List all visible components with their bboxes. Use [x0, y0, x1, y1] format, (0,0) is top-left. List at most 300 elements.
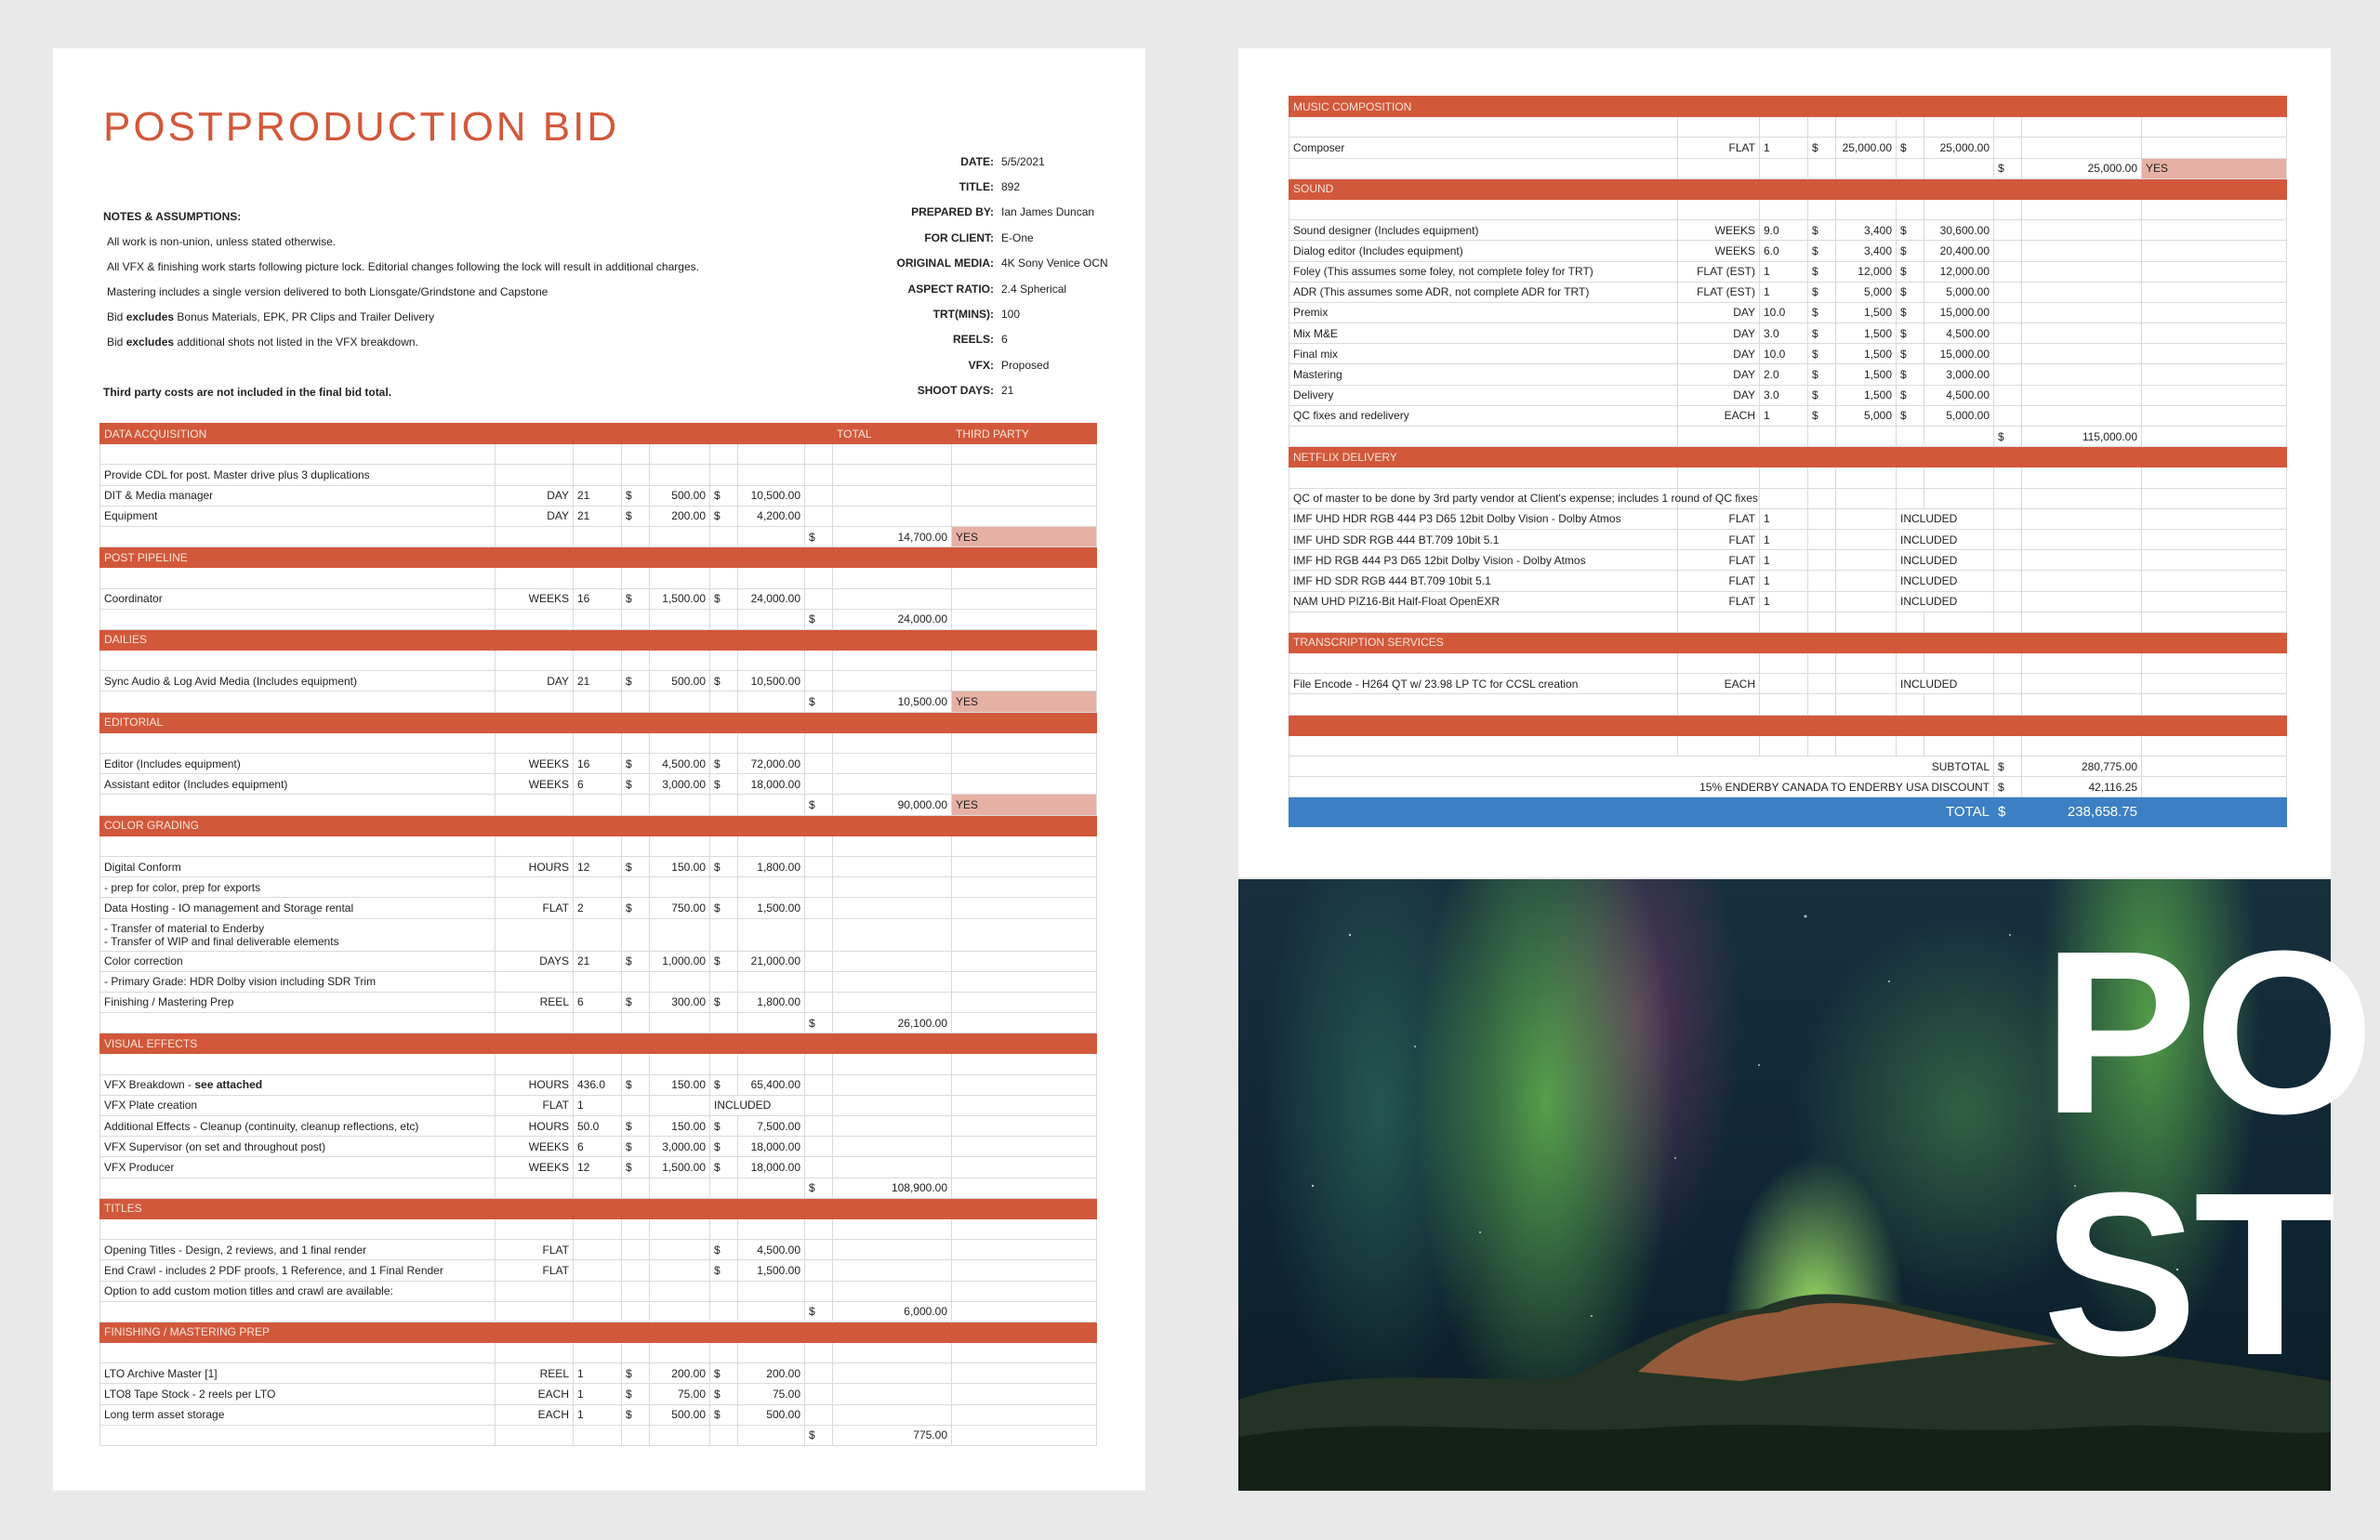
line-item-row — [1289, 138, 2287, 158]
currency-symbol: $ — [710, 485, 738, 506]
meta-label: DATE: — [960, 154, 994, 168]
line-item-row — [1289, 571, 2287, 591]
section-header — [1289, 632, 2287, 652]
bid-page-right — [1238, 48, 2331, 877]
currency-symbol: $ — [622, 1116, 650, 1137]
currency-symbol: $ — [1897, 220, 1924, 241]
line-item-row — [1289, 261, 2287, 282]
item-amount: 65,400.00 — [738, 1074, 805, 1095]
photo-word-po: PO — [2043, 902, 2372, 1162]
line-item-row — [1289, 529, 2287, 549]
item-description: Sync Audio & Log Avid Media (Includes equipment) — [100, 671, 496, 691]
meta-value: 5/5/2021 — [1001, 154, 1045, 168]
meta-value: 100 — [1001, 308, 1021, 322]
blank-row — [100, 1343, 1097, 1363]
item-rate: 4,500.00 — [650, 754, 710, 774]
line-item-row — [1289, 364, 2287, 385]
item-description: IMF HD SDR RGB 444 BT.709 10bit 5.1 — [1289, 571, 1678, 591]
item-qty: 21 — [574, 671, 622, 691]
note-line — [103, 305, 754, 330]
blank-row — [100, 836, 1097, 856]
currency-symbol: $ — [710, 856, 738, 876]
blank-row — [1289, 694, 2287, 715]
item-description: Coordinator — [100, 588, 496, 609]
summary-label: 15% ENDERBY CANADA TO ENDERBY USA DISCOUNT — [1289, 777, 1994, 797]
meta-row — [769, 251, 1122, 276]
item-qty: 9.0 — [1760, 220, 1808, 241]
line-item-row — [100, 1116, 1097, 1137]
section-subtotal-row — [100, 691, 1097, 712]
meta-value: 21 — [1001, 384, 1014, 398]
item-description: QC of master to be done by 3rd party vendor at Client's expense; includes 1 round of QC fixes — [1289, 488, 1678, 508]
section-title: DATA ACQUISITION — [100, 424, 496, 444]
summary-row — [1289, 777, 2287, 797]
currency-symbol: $ — [1897, 344, 1924, 364]
currency-symbol: $ — [622, 898, 650, 918]
item-description: - Transfer of material to Enderby - Transfer of WIP and final deliverable elements — [100, 918, 496, 951]
currency-symbol: $ — [622, 1384, 650, 1404]
blank-row — [1289, 199, 2287, 219]
item-unit: FLAT — [496, 1260, 574, 1281]
item-description: VFX Producer — [100, 1157, 496, 1178]
item-amount: 1,800.00 — [738, 856, 805, 876]
item-unit: WEEKS — [496, 774, 574, 795]
item-description: Composer — [1289, 138, 1678, 158]
item-description: DIT & Media manager — [100, 485, 496, 506]
currency-symbol: $ — [1897, 323, 1924, 344]
currency-symbol: $ — [622, 856, 650, 876]
item-qty: 6.0 — [1760, 241, 1808, 261]
section-title: VISUAL EFFECTS — [100, 1033, 496, 1054]
item-unit: REEL — [496, 992, 574, 1012]
item-amount: 1,800.00 — [738, 992, 805, 1012]
currency-symbol: $ — [622, 588, 650, 609]
section-title: EDITORIAL — [100, 712, 496, 732]
currency-symbol: $ — [1897, 385, 1924, 405]
item-rate: 5,000 — [1836, 282, 1897, 302]
item-rate: 200.00 — [650, 1363, 710, 1384]
notes-third-party: Third party costs are not included in the final bid total. — [103, 386, 392, 399]
item-unit: FLAT — [1678, 138, 1760, 158]
item-qty: 1 — [1760, 550, 1808, 571]
meta-label: SHOOT DAYS: — [917, 384, 994, 398]
bid-meta — [769, 149, 1122, 403]
item-qty: 436.0 — [574, 1074, 622, 1095]
item-amount: 15,000.00 — [1924, 302, 1994, 322]
line-item-row — [1289, 550, 2287, 571]
item-included: INCLUDED — [1897, 674, 1994, 694]
section-header — [1289, 715, 2287, 735]
item-qty: 2 — [574, 898, 622, 918]
currency-symbol: $ — [1897, 364, 1924, 385]
blank-row — [1289, 612, 2287, 632]
item-amount: 18,000.00 — [738, 1137, 805, 1157]
item-qty: 1 — [1760, 261, 1808, 282]
meta-row — [769, 327, 1122, 352]
item-unit: WEEKS — [496, 754, 574, 774]
third-party-header: THIRD PARTY — [952, 424, 1097, 444]
line-item-row — [100, 898, 1097, 918]
section-subtotal-row — [100, 795, 1097, 815]
item-unit: DAY — [1678, 364, 1760, 385]
item-rate: 150.00 — [650, 1116, 710, 1137]
item-amount: 24,000.00 — [738, 588, 805, 609]
section-total: 24,000.00 — [833, 609, 952, 629]
line-item-row — [100, 1260, 1097, 1281]
currency-symbol: $ — [1808, 138, 1836, 158]
section-header — [100, 712, 1097, 732]
item-unit: FLAT — [1678, 529, 1760, 549]
summary-row — [1289, 757, 2287, 777]
currency-symbol: $ — [805, 1178, 833, 1198]
item-qty: 10.0 — [1760, 302, 1808, 322]
currency-symbol: $ — [622, 1137, 650, 1157]
line-item-row — [100, 971, 1097, 992]
item-rate: 12,000 — [1836, 261, 1897, 282]
currency-symbol: $ — [1994, 427, 2022, 447]
item-description: Mastering — [1289, 364, 1678, 385]
item-qty: 6 — [574, 992, 622, 1012]
currency-symbol: $ — [805, 795, 833, 815]
meta-value: Ian James Duncan — [1001, 205, 1095, 219]
item-amount: 4,500.00 — [1924, 385, 1994, 405]
item-amount: 7,500.00 — [738, 1116, 805, 1137]
item-description: - prep for color, prep for exports — [100, 877, 496, 898]
item-amount: 5,000.00 — [1924, 405, 1994, 426]
currency-symbol: $ — [710, 951, 738, 971]
notes-assumptions — [103, 204, 754, 405]
currency-symbol: $ — [710, 671, 738, 691]
item-included: INCLUDED — [710, 1095, 805, 1115]
bid-sheet-right — [1289, 96, 2287, 827]
item-amount: 10,500.00 — [738, 485, 805, 506]
item-description: QC fixes and redelivery — [1289, 405, 1678, 426]
line-item-row — [100, 1074, 1097, 1095]
item-rate: 3,000.00 — [650, 774, 710, 795]
item-description: Equipment — [100, 506, 496, 526]
item-amount: 5,000.00 — [1924, 282, 1994, 302]
item-qty: 1 — [574, 1384, 622, 1404]
currency-symbol: $ — [1808, 302, 1836, 322]
summary-value: 42,116.25 — [2022, 777, 2142, 797]
section-title: SOUND — [1289, 178, 1678, 199]
item-unit: REEL — [496, 1363, 574, 1384]
line-item-row — [100, 1240, 1097, 1260]
item-rate: 25,000.00 — [1836, 138, 1897, 158]
section-total: 10,500.00 — [833, 691, 952, 712]
meta-label: TRT(MINS): — [932, 308, 994, 322]
meta-value: Proposed — [1001, 358, 1050, 372]
summary-value: 280,775.00 — [2022, 757, 2142, 777]
currency-symbol: $ — [1897, 261, 1924, 282]
line-item-row — [100, 1157, 1097, 1178]
item-unit: FLAT — [1678, 508, 1760, 529]
item-amount: 4,500.00 — [738, 1240, 805, 1260]
currency-symbol: $ — [1808, 405, 1836, 426]
item-rate: 1,500.00 — [650, 1157, 710, 1178]
section-header — [1289, 97, 2287, 117]
currency-symbol: $ — [710, 754, 738, 774]
meta-label: REELS: — [952, 333, 994, 347]
total-header: TOTAL — [833, 424, 952, 444]
photo-word-st: ST — [2043, 1144, 2333, 1403]
item-description: Digital Conform — [100, 856, 496, 876]
note-line: Mastering includes a single version delivered to both Lionsgate/Grindstone and Capstone — [107, 285, 549, 298]
currency-symbol: $ — [1994, 797, 2022, 827]
item-amount: 3,000.00 — [1924, 364, 1994, 385]
section-header — [100, 547, 1097, 568]
currency-symbol: $ — [622, 1157, 650, 1178]
meta-value: 892 — [1001, 180, 1021, 194]
line-item-row — [100, 588, 1097, 609]
item-rate: 500.00 — [650, 485, 710, 506]
blank-row — [100, 444, 1097, 465]
currency-symbol: $ — [805, 691, 833, 712]
line-item-row — [1289, 591, 2287, 612]
section-title: FINISHING / MASTERING PREP — [100, 1322, 496, 1342]
item-description: Data Hosting - IO management and Storage rental — [100, 898, 496, 918]
note-line: All work is non-union, unless stated otherwise. — [107, 235, 337, 248]
currency-symbol: $ — [1897, 302, 1924, 322]
item-rate: 1,500 — [1836, 385, 1897, 405]
currency-symbol: $ — [710, 1157, 738, 1178]
item-description: VFX Supervisor (on set and throughout post) — [100, 1137, 496, 1157]
item-description: - Primary Grade: HDR Dolby vision including SDR Trim — [100, 971, 496, 992]
bid-page-left — [53, 48, 1145, 1491]
currency-symbol: $ — [1808, 282, 1836, 302]
item-description: Final mix — [1289, 344, 1678, 364]
item-unit: FLAT — [496, 1095, 574, 1115]
meta-label: VFX: — [968, 358, 994, 372]
currency-symbol: $ — [622, 1074, 650, 1095]
meta-row — [769, 174, 1122, 199]
currency-symbol: $ — [1994, 777, 2022, 797]
item-qty: 12 — [574, 856, 622, 876]
item-qty: 1 — [574, 1095, 622, 1115]
currency-symbol: $ — [805, 1013, 833, 1033]
item-unit: WEEKS — [496, 1157, 574, 1178]
aurora-photo — [1238, 879, 2372, 1491]
item-rate: 200.00 — [650, 506, 710, 526]
line-item-row — [100, 856, 1097, 876]
item-description: Additional Effects - Cleanup (continuity, cleanup reflections, etc) — [100, 1116, 496, 1137]
section-title: POST PIPELINE — [100, 547, 496, 568]
item-unit: DAY — [1678, 385, 1760, 405]
item-included: INCLUDED — [1897, 591, 1994, 612]
note-pre: Bid — [107, 310, 126, 323]
item-unit: DAY — [496, 485, 574, 506]
grand-total-row — [1289, 797, 2287, 827]
item-description: End Crawl - includes 2 PDF proofs, 1 Reference, and 1 Final Render — [100, 1260, 496, 1281]
section-subtotal-row — [100, 1178, 1097, 1198]
line-item-row — [100, 877, 1097, 898]
section-subtotal-row — [1289, 158, 2287, 178]
item-amount: 1,500.00 — [738, 1260, 805, 1281]
item-description: Option to add custom motion titles and crawl are available: — [100, 1281, 496, 1301]
item-description: LTO8 Tape Stock - 2 reels per LTO — [100, 1384, 496, 1404]
item-rate: 150.00 — [650, 1074, 710, 1095]
item-amount: 21,000.00 — [738, 951, 805, 971]
currency-symbol: $ — [622, 951, 650, 971]
item-rate: 3,400 — [1836, 241, 1897, 261]
currency-symbol: $ — [710, 1384, 738, 1404]
item-description: Long term asset storage — [100, 1404, 496, 1425]
blank-row — [1289, 467, 2287, 488]
grand-total-label: TOTAL — [1289, 797, 1994, 827]
item-description: Mix M&E — [1289, 323, 1678, 344]
item-unit: FLAT — [1678, 571, 1760, 591]
line-item-row — [100, 1384, 1097, 1404]
line-item-row — [100, 465, 1097, 485]
item-amount: 15,000.00 — [1924, 344, 1994, 364]
item-description-bold: see attached — [194, 1078, 263, 1092]
meta-row — [769, 225, 1122, 250]
currency-symbol: $ — [622, 754, 650, 774]
meta-label: ORIGINAL MEDIA: — [896, 257, 994, 270]
section-title: MUSIC COMPOSITION — [1289, 97, 1678, 117]
item-unit: WEEKS — [496, 1137, 574, 1157]
line-item-row — [100, 671, 1097, 691]
line-item-row — [100, 485, 1097, 506]
blank-row — [100, 1218, 1097, 1239]
section-header — [100, 1033, 1097, 1054]
item-unit: HOURS — [496, 1074, 574, 1095]
grand-total-value: 238,658.75 — [2022, 797, 2142, 827]
item-unit: FLAT — [496, 1240, 574, 1260]
notes-title: NOTES & ASSUMPTIONS: — [103, 210, 242, 223]
currency-symbol: $ — [710, 1074, 738, 1095]
currency-symbol: $ — [1808, 261, 1836, 282]
item-rate: 1,500 — [1836, 364, 1897, 385]
meta-row — [769, 149, 1122, 174]
section-subtotal-row — [100, 526, 1097, 546]
blank-row — [100, 651, 1097, 671]
section-title: TRANSCRIPTION SERVICES — [1289, 632, 1678, 652]
line-item-row — [100, 1137, 1097, 1157]
meta-label: ASPECT RATIO: — [907, 282, 994, 296]
note-line — [103, 330, 754, 355]
item-unit: DAY — [1678, 302, 1760, 322]
currency-symbol: $ — [1808, 385, 1836, 405]
section-title: NETFLIX DELIVERY — [1289, 447, 1678, 467]
section-subtotal-row — [100, 1013, 1097, 1033]
currency-symbol: $ — [1808, 241, 1836, 261]
blank-row — [100, 568, 1097, 588]
item-qty: 21 — [574, 951, 622, 971]
item-rate: 1,500.00 — [650, 588, 710, 609]
currency-symbol: $ — [622, 1363, 650, 1384]
section-header — [100, 424, 1097, 444]
item-rate: 1,500 — [1836, 302, 1897, 322]
item-rate: 1,500 — [1836, 344, 1897, 364]
currency-symbol: $ — [710, 1116, 738, 1137]
item-included: INCLUDED — [1897, 508, 1994, 529]
meta-value: E-One — [1001, 230, 1034, 244]
meta-label: TITLE: — [959, 180, 994, 194]
meta-row — [769, 276, 1122, 301]
item-description: Editor (Includes equipment) — [100, 754, 496, 774]
section-total: 108,900.00 — [833, 1178, 952, 1198]
item-amount: 4,200.00 — [738, 506, 805, 526]
item-qty: 16 — [574, 588, 622, 609]
item-unit: EACH — [1678, 405, 1760, 426]
meta-row — [769, 200, 1122, 225]
section-total: 6,000.00 — [833, 1301, 952, 1322]
item-qty: 21 — [574, 506, 622, 526]
item-rate: 150.00 — [650, 856, 710, 876]
blank-row — [100, 732, 1097, 753]
item-qty: 2.0 — [1760, 364, 1808, 385]
item-unit: EACH — [1678, 674, 1760, 694]
currency-symbol: $ — [622, 506, 650, 526]
blank-row — [1289, 735, 2287, 756]
item-description: Opening Titles - Design, 2 reviews, and 1 final render — [100, 1240, 496, 1260]
item-qty: 16 — [574, 754, 622, 774]
item-unit: HOURS — [496, 1116, 574, 1137]
currency-symbol: $ — [1808, 323, 1836, 344]
item-description: IMF HD RGB 444 P3 D65 12bit Dolby Vision - Dolby Atmos — [1289, 550, 1678, 571]
note-pre: Bid — [107, 336, 126, 349]
item-unit: WEEKS — [1678, 241, 1760, 261]
line-item-row — [100, 1404, 1097, 1425]
item-description: IMF UHD HDR RGB 444 P3 D65 12bit Dolby Vision - Dolby Atmos — [1289, 508, 1678, 529]
item-rate: 5,000 — [1836, 405, 1897, 426]
item-rate: 750.00 — [650, 898, 710, 918]
item-amount: 25,000.00 — [1924, 138, 1994, 158]
currency-symbol: $ — [1897, 138, 1924, 158]
currency-symbol: $ — [710, 992, 738, 1012]
item-included: INCLUDED — [1897, 529, 1994, 549]
currency-symbol: $ — [710, 1240, 738, 1260]
section-header — [100, 629, 1097, 650]
line-item-row — [100, 506, 1097, 526]
currency-symbol: $ — [622, 671, 650, 691]
item-qty: 6 — [574, 1137, 622, 1157]
bid-sheet-left — [99, 423, 1097, 1446]
item-unit: FLAT (EST) — [1678, 261, 1760, 282]
currency-symbol: $ — [710, 1137, 738, 1157]
item-description: Delivery — [1289, 385, 1678, 405]
item-qty: 3.0 — [1760, 323, 1808, 344]
item-amount: 4,500.00 — [1924, 323, 1994, 344]
item-rate: 75.00 — [650, 1384, 710, 1404]
meta-value: 4K Sony Venice OCN — [1001, 257, 1108, 270]
item-amount: 72,000.00 — [738, 754, 805, 774]
item-unit: DAY — [496, 671, 574, 691]
item-description: Sound designer (Includes equipment) — [1289, 220, 1678, 241]
blank-row — [1289, 117, 2287, 138]
section-total: 26,100.00 — [833, 1013, 952, 1033]
third-party-flag: YES — [2142, 158, 2287, 178]
item-amount: 10,500.00 — [738, 671, 805, 691]
third-party-flag: YES — [952, 691, 1097, 712]
currency-symbol: $ — [710, 588, 738, 609]
currency-symbol: $ — [1808, 344, 1836, 364]
item-unit: FLAT — [496, 898, 574, 918]
item-qty: 1 — [1760, 405, 1808, 426]
currency-symbol: $ — [710, 506, 738, 526]
section-header — [100, 1322, 1097, 1342]
item-qty: 1 — [574, 1404, 622, 1425]
section-title: TITLES — [100, 1198, 496, 1218]
item-unit: FLAT — [1678, 550, 1760, 571]
item-unit: FLAT (EST) — [1678, 282, 1760, 302]
section-total: 90,000.00 — [833, 795, 952, 815]
section-total: 25,000.00 — [2022, 158, 2142, 178]
line-item-row — [1289, 508, 2287, 529]
currency-symbol: $ — [805, 1425, 833, 1445]
meta-value: 2.4 Spherical — [1001, 282, 1067, 296]
